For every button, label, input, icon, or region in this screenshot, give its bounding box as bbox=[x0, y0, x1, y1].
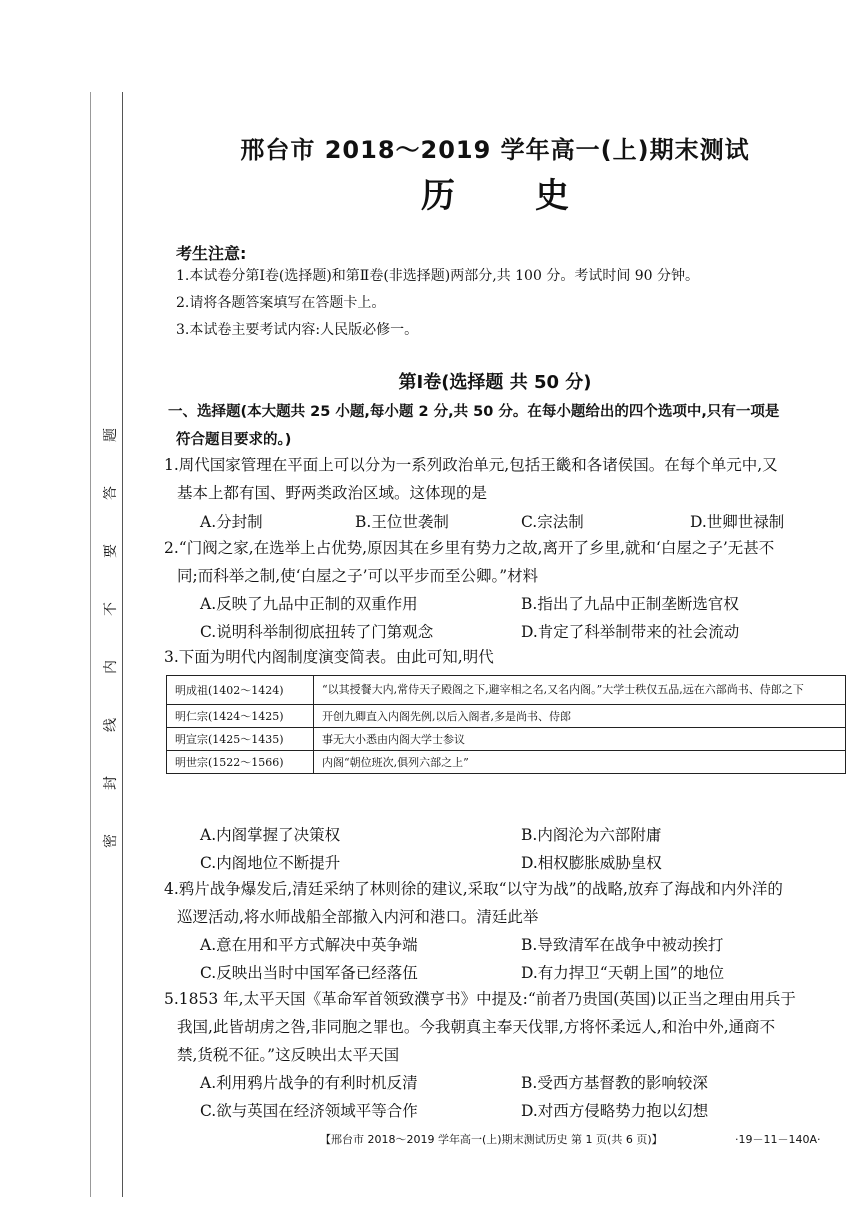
table-row bbox=[167, 751, 846, 774]
margin-char: 要 bbox=[103, 544, 119, 558]
option-d: D.对西方侵略势力抱以幻想 bbox=[521, 1102, 709, 1120]
table-cell-reign: 明仁宗(1424～1425) bbox=[167, 705, 314, 728]
question-2 bbox=[164, 534, 844, 590]
question-5 bbox=[164, 985, 844, 1069]
question-text: 同;而科举之制,使‘白屋之子’可以平步而至公卿。”材料 bbox=[177, 567, 539, 585]
margin-char: 线 bbox=[103, 718, 119, 732]
question-4 bbox=[164, 875, 844, 931]
page-footer: 【邢台市 2018～2019 学年高一(上)期末测试历史 第 1 页(共 6 页)】 bbox=[320, 1133, 663, 1146]
table-cell-reign: 明世宗(1522～1566) bbox=[167, 751, 314, 774]
margin-char: 答 bbox=[103, 486, 119, 500]
table-cell-content: “以其授餐大内,常侍天子殿阁之下,避宰相之名,又名内阁。”大学士秩仅五品,远在六部尚书、侍郎之下 bbox=[314, 676, 846, 705]
notice-item: 2.请将各题答案填写在答题卡上。 bbox=[176, 295, 386, 311]
option-a: A.内阁掌握了决策权 bbox=[200, 826, 341, 844]
option-a: A.反映了九品中正制的双重作用 bbox=[200, 595, 418, 613]
table-cell-content: 事无大小悉由内阁大学士参议 bbox=[314, 728, 846, 751]
binding-line-outer bbox=[90, 92, 91, 1197]
question-text: 4.鸦片战争爆发后,清廷采纳了林则徐的建议,采取“以守为战”的战略,放弃了海战和内外洋的 bbox=[164, 880, 783, 898]
option-b: B.指出了九品中正制垄断选官权 bbox=[521, 595, 739, 613]
option-d: D.有力捍卫“天朝上国”的地位 bbox=[521, 964, 725, 982]
question-text: 5.1853 年,太平天国《革命军首领致濮亨书》中提及:“前者乃贵国(英国)以正当之理由用兵于 bbox=[164, 990, 796, 1008]
question-text: 我国,此皆胡虏之咎,非同胞之罪也。今我朝真主奉天伐罪,方将怀柔远人,和治中外,通商不 bbox=[177, 1018, 776, 1036]
option-d: D.相权膨胀威胁皇权 bbox=[521, 854, 662, 872]
table-cell-reign: 明宣宗(1425～1435) bbox=[167, 728, 314, 751]
cabinet-evolution-table bbox=[166, 675, 846, 774]
option-d: D.世卿世禄制 bbox=[690, 513, 785, 531]
option-c: C.反映出当时中国军备已经落伍 bbox=[200, 964, 418, 982]
option-c: C.说明科举制彻底扭转了门第观念 bbox=[200, 623, 434, 641]
margin-char: 不 bbox=[103, 602, 119, 616]
question-3 bbox=[164, 643, 844, 671]
table-cell-content: 内阁“朝位班次,俱列六部之上” bbox=[314, 751, 846, 774]
notice-item: 3.本试卷主要考试内容:人民版必修一。 bbox=[176, 322, 419, 338]
exam-title: 邢台市 2018～2019 学年高一(上)期末测试 bbox=[240, 136, 750, 164]
margin-char: 封 bbox=[103, 776, 119, 790]
table-row bbox=[167, 705, 846, 728]
table-cell-reign: 明成祖(1402～1424) bbox=[167, 676, 314, 705]
option-b: B.导致清军在战争中被动挨打 bbox=[521, 936, 724, 954]
part-heading-line: 一、选择题(本大题共 25 小题,每小题 2 分,共 50 分。在每小题给出的四个选项中,只有一项是 bbox=[168, 404, 780, 420]
question-text: 禁,货税不征。”这反映出太平天国 bbox=[177, 1046, 400, 1064]
option-c: C.宗法制 bbox=[521, 513, 584, 531]
question-text: 2.“门阀之家,在选举上占优势,原因其在乡里有势力之故,离开了乡里,就和‘白屋之子’无甚不 bbox=[164, 539, 775, 557]
option-c: C.内阁地位不断提升 bbox=[200, 854, 341, 872]
notice-heading: 考生注意: bbox=[176, 244, 247, 263]
option-c: C.欲与英国在经济领域平等合作 bbox=[200, 1102, 418, 1120]
table-cell-content: 开创九卿直入内阁先例,以后入阁者,多是尚书、侍郎 bbox=[314, 705, 846, 728]
binding-line bbox=[122, 92, 123, 1197]
subject-title: 历史 bbox=[421, 176, 649, 216]
margin-char: 题 bbox=[103, 428, 119, 442]
section-title: 第Ⅰ卷(选择题 共 50 分) bbox=[398, 372, 592, 393]
option-b: B.内阁沦为六部附庸 bbox=[521, 826, 662, 844]
question-text: 3.下面为明代内阁制度演变简表。由此可知,明代 bbox=[164, 648, 494, 666]
question-text: 1.周代国家管理在平面上可以分为一系列政治单元,包括王畿和各诸侯国。在每个单元中,又 bbox=[164, 456, 778, 474]
part-heading bbox=[168, 398, 848, 454]
question-text: 巡逻活动,将水师战船全部撤入内河和港口。清廷此举 bbox=[177, 908, 539, 926]
option-d: D.肯定了科举制带来的社会流动 bbox=[521, 623, 740, 641]
table-row bbox=[167, 676, 846, 705]
option-b: B.王位世袭制 bbox=[355, 513, 449, 531]
option-a: A.分封制 bbox=[200, 513, 263, 531]
question-text: 基本上都有国、野两类政治区域。这体现的是 bbox=[177, 484, 488, 502]
table-row bbox=[167, 728, 846, 751]
notice-item: 1.本试卷分第Ⅰ卷(选择题)和第Ⅱ卷(非选择题)两部分,共 100 分。考试时间 90 分钟。 bbox=[176, 268, 700, 284]
margin-char: 内 bbox=[103, 660, 119, 674]
paper-code: ·19－11－140A· bbox=[735, 1133, 821, 1146]
option-a: A.利用鸦片战争的有利时机反清 bbox=[200, 1074, 418, 1092]
part-heading-line: 符合题目要求的。) bbox=[176, 432, 292, 448]
option-b: B.受西方基督教的影响较深 bbox=[521, 1074, 708, 1092]
question-1 bbox=[164, 451, 844, 507]
margin-char: 密 bbox=[103, 834, 119, 848]
option-a: A.意在用和平方式解决中英争端 bbox=[200, 936, 418, 954]
